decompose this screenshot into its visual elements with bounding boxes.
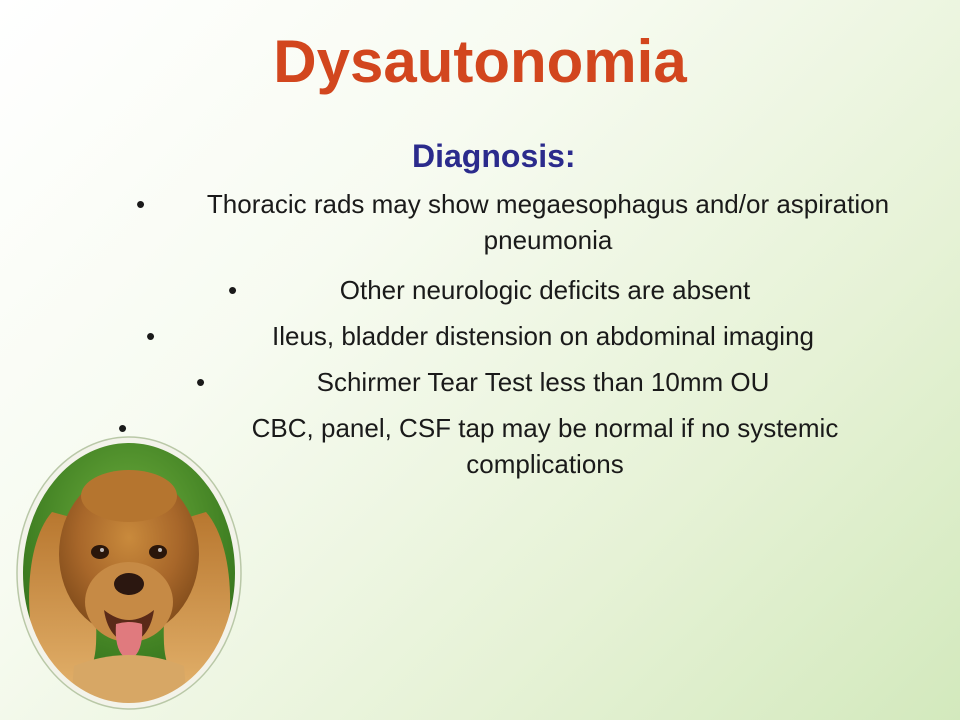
bullet-item (196, 364, 836, 400)
slide-title: Dysautonomia (273, 28, 687, 95)
dog-photo (14, 434, 244, 712)
bullet-symbol: • (146, 321, 156, 351)
bullet-item (146, 318, 886, 354)
bullet-symbol: • (118, 413, 128, 443)
slide-subtitle: Diagnosis: (412, 138, 576, 174)
bullet-text: Schirmer Tear Test less than 10mm OU (316, 367, 770, 397)
bullet-symbol: • (228, 275, 238, 305)
bullet-text: Thoracic rads may show megaesophagus and/or aspiration pneumonia (206, 189, 890, 255)
bullet-text: Other neurologic deficits are absent (339, 275, 751, 305)
bullet-item (228, 272, 808, 308)
bullet-text: CBC, panel, CSF tap may be normal if no systemic complications (251, 413, 839, 479)
bullet-item (136, 186, 906, 258)
bullet-symbol: • (136, 189, 146, 219)
bullet-text: Ileus, bladder distension on abdominal imaging (271, 321, 814, 351)
bullet-symbol: • (196, 367, 206, 397)
